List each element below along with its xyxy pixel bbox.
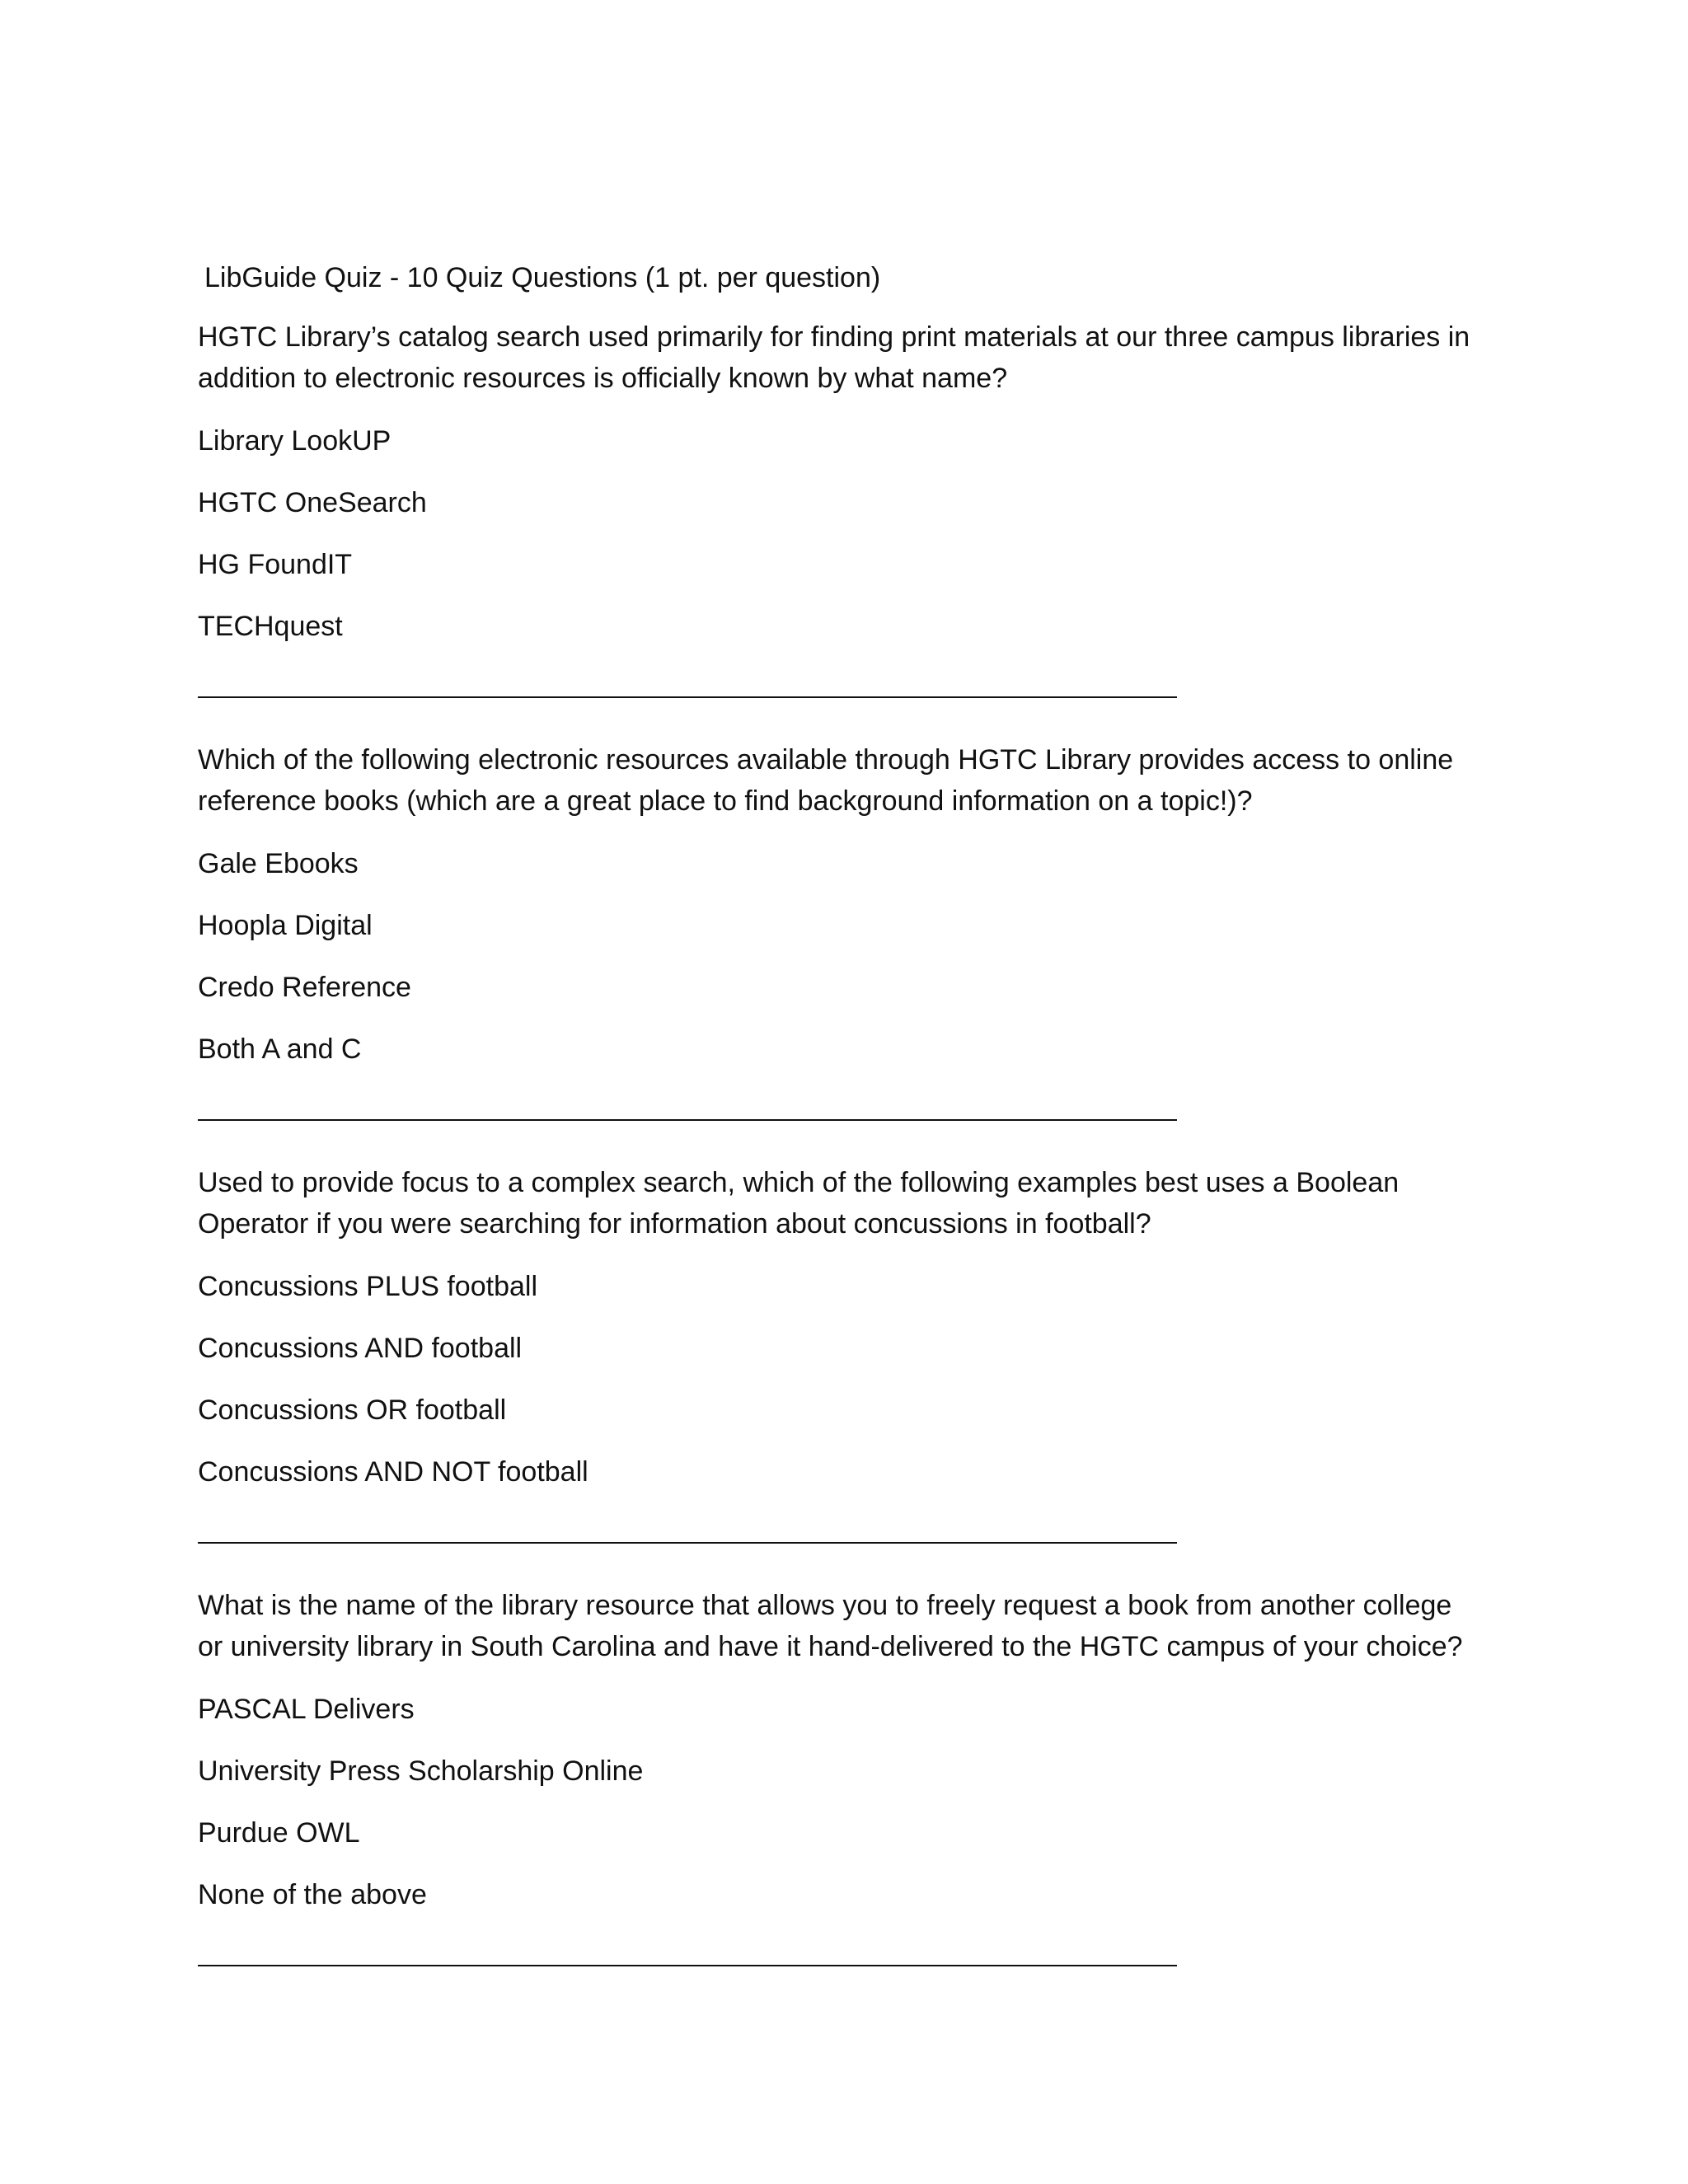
answer-option: Concussions PLUS football: [198, 1271, 538, 1302]
question-4: [198, 1585, 1484, 1915]
question-3: [198, 1162, 1484, 1493]
answer-option: Library LookUP: [198, 425, 392, 457]
question-1: [198, 316, 1484, 647]
answer-option: Credo Reference: [198, 972, 411, 1003]
answer-line-divider: [198, 1542, 1177, 1544]
answer-options: [198, 420, 1484, 647]
answer-option: Purdue OWL: [198, 1817, 360, 1849]
answer-option: HG FoundIT: [198, 549, 353, 580]
answer-option: Concussions AND NOT football: [198, 1456, 588, 1488]
answer-option: University Press Scholarship Online: [198, 1755, 644, 1787]
answer-option: HGTC OneSearch: [198, 487, 427, 518]
question-text: HGTC Library’s catalog search used primarily for finding print materials at our three campus libraries in addition to electronic resources is officially known by what name?: [198, 321, 1470, 394]
question-2: [198, 739, 1484, 1070]
answer-options: [198, 843, 1484, 1070]
answer-line-divider: [198, 1965, 1177, 1966]
question-text: What is the name of the library resource that allows you to freely request a book from another college or university library in South Carolina and have it hand-delivered to the HGTC campus of your choice?: [198, 1590, 1463, 1662]
answer-line-divider: [198, 1119, 1177, 1121]
answer-option: None of the above: [198, 1879, 427, 1910]
answer-option: Hoopla Digital: [198, 910, 373, 941]
answer-line-divider: [198, 696, 1177, 698]
question-text: Used to provide focus to a complex search, which of the following examples best uses a Boolean Operator if you were searching for information about concussions in football?: [198, 1167, 1400, 1240]
document-content: [198, 257, 1484, 2008]
answer-option: TECHquest: [198, 611, 343, 642]
answer-option: Both A and C: [198, 1033, 362, 1065]
answer-options: [198, 1266, 1484, 1493]
answer-option: Gale Ebooks: [198, 848, 359, 879]
answer-option: Concussions AND football: [198, 1333, 523, 1364]
answer-options: [198, 1689, 1484, 1915]
question-text: Which of the following electronic resources available through HGTC Library provides access to online reference books (which are a great place to find background information on a topic!)?: [198, 744, 1454, 817]
answer-option: PASCAL Delivers: [198, 1694, 415, 1725]
quiz-title: LibGuide Quiz - 10 Quiz Questions (1 pt. per question): [204, 262, 881, 293]
answer-option: Concussions OR football: [198, 1394, 507, 1426]
